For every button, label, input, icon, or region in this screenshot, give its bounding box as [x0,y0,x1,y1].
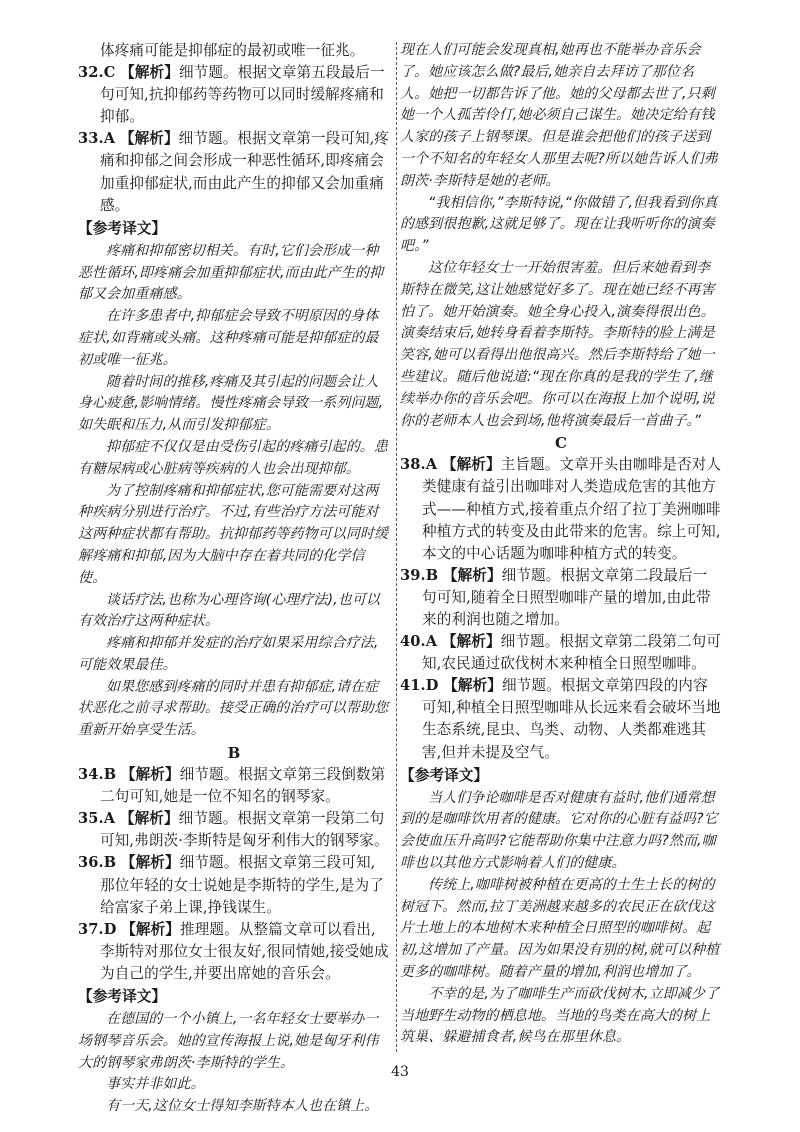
answer-text: 细节题。根据文章第一段第二句可知,弗朗茨·李斯特是匈牙利伟大的钢琴家。 [100,810,389,850]
answer-fragment: 体疼痛可能是抑郁症的最初或唯一征兆。 [100,42,365,59]
translation-paragraph: 如果您感到疼痛的同时并患有抑郁症,请在症状恶化之前寻求帮助。接受正确的治疗可以帮助您重新开始享受生活。 [78,678,389,739]
reference-translation-heading: 【参考译文】 [78,219,167,237]
section-heading-c: C [554,434,568,453]
answer-number: 32.C [78,64,116,82]
analysis-tag: 【解析】 [120,854,180,872]
translation-paragraph: 不幸的是,为了咖啡生产而砍伐树木,立即减少了当地野生动物的栖息地。当地的鸟类在高大的树上筑巢、躲避捕食者,候鸟在那里休息。 [400,985,720,1046]
answer-text: 细节题。根据文章第一段可知,疼痛和抑郁之间会形成一种恶性循环,即疼痛会加重抑郁症状,而由此产生的抑郁又会加重痛感。 [100,130,390,214]
translation-paragraph: 传统上,咖啡树被种植在更高的土生土长的树的树冠下。然而,拉丁美洲越来越多的农民正在砍伐这片土地上的本地树木来种植全日照型的咖啡树。起初,这增加了产量。因为如果没有别的树,就可以种植更多的咖啡树。随着产量的增加,利润也增加了。 [400,876,720,981]
translation-paragraph: “我相信你,”李斯特说,“你做错了,但我看到你真的感到很抱歉,这就足够了。现在让我听听你的演奏吧。” [400,194,718,255]
translation-paragraph: 事实并非如此。 [106,1076,205,1093]
analysis-tag: 【解析】 [441,456,501,474]
answer-35 [78,808,390,852]
column-divider [396,42,397,1052]
reference-translation-heading: 【参考译文】 [78,988,167,1006]
answer-number: 35.A [78,810,116,828]
translation-paragraph: 为了控制疼痛和抑郁症状,您可能需要对这两种疾病分别进行治疗。不过,有些治疗方法可能对这两种症状都有帮助。抗抑郁药等药物可以同时缓解疼痛和抑郁,因为大脑中存在着共同的化学信使。 [78,482,389,586]
answer-text: 细节题。根据文章第二段第二句可知,农民通过砍伐树木来种植全日照型咖啡。 [422,633,722,673]
answer-text: 细节题。根据文章第三段可知,那位年轻的女士说她是李斯特的学生,是为了给富家子弟上课,挣钱谋生。 [100,854,384,916]
translation-paragraph: 谈话疗法,也称为心理咨询(心理疗法),也可以有效治疗这两种症状。 [78,591,381,630]
answer-text: 细节题。根据文章第四段的内容可知,种植全日照型咖啡从长远来看会破坏当地生态系统,昆虫、鸟类、动物、人类都难逃其害,但并未提及空气。 [422,677,721,761]
page-number: 43 [391,1064,409,1080]
analysis-tag: 【解析】 [120,64,179,82]
translation-paragraph: 在德国的一个小镇上,一名年轻女士要举办一场钢琴音乐会。她的宣传海报上说,她是匈牙利伟大的钢琴家弗朗茨·李斯特的学生。 [78,1011,379,1071]
answer-number: 37.D [78,920,117,938]
translation-paragraph: 抑郁症不仅仅是由受伤引起的疼痛引起的。患有糖尿病或心脏病等疾病的人也会出现抑郁。 [78,438,388,477]
translation-paragraph: 这位年轻女士一开始很害羞。但后来她看到李斯特在微笑,这让她感觉好多了。现在她已经不再害怕了。她开始演奏。她全身心投入,演奏得很出色。演奏结束后,她转身看着李斯特。李斯特的脸上满是笑容,她可以看得出他很高兴。然后李斯特给了她一些建议。随后他说道:“现在你真的是我的学生了,继续举办你的音乐会吧。你可以在海报上加个说明,说你的老师本人也会到场,他将演奏最后一首曲子。” [400,259,715,429]
analysis-tag: 【解析】 [441,633,501,651]
translation-paragraph: 现在人们可能会发现真相,她再也不能举办音乐会了。她应该怎么做?最后,她亲自去拜访了那位名人。她把一切都告诉了他。她的父母都去世了,只剩她一个人孤苦伶仃,她必须自己谋生。她决定给有钱人家的孩子上钢琴课。但是谁会把他们的孩子送到一个不知名的年轻女人那里去呢?所以她告诉人们弗朗茨·李斯特是她的老师。 [400,42,718,189]
answer-33 [78,128,390,216]
answer-41 [400,675,722,763]
translation-paragraph: 随着时间的推移,疼痛及其引起的问题会让人身心疲惫,影响情绪。慢性疼痛会导致一系列问题,如失眠和压力,从而引发抑郁症。 [78,373,384,434]
left-column [78,40,390,1118]
answer-number: 39.B [400,566,439,584]
answer-36 [78,852,390,918]
analysis-tag: 【解析】 [119,130,179,148]
answer-38 [400,454,722,564]
answer-34 [78,764,390,808]
answer-text: 主旨题。文章开头由咖啡是否对人类健康有益引出咖啡对人类造成危害的其他方式——种植方式,接着重点介绍了拉丁美洲咖啡种植方式的转变及由此带来的危害。综上可知,本文的中心话题为咖啡种植方式的转变。 [422,456,722,562]
translation-paragraph: 疼痛和抑郁并发症的治疗如果采用综合疗法,可能效果最佳。 [78,635,379,673]
answer-text: 细节题。根据文章第三段倒数第二句可知,她是一位不知名的钢琴家。 [100,766,386,806]
answer-text: 细节题。根据文章第五段最后一句可知,抗抑郁药等药物可以同时缓解疼痛和抑郁。 [100,64,385,126]
answer-number: 33.A [78,130,116,148]
answer-32 [78,62,390,128]
analysis-tag: 【解析】 [120,766,180,784]
analysis-tag: 【解析】 [443,677,502,695]
translation-paragraph: 有一天,这位女士得知李斯特本人也在镇上。 [106,1098,379,1115]
translation-paragraph: 当人们争论咖啡是否对健康有益时,他们通常想到的是咖啡饮用者的健康。它对你的心脏有益吗?它会使血压升高吗?它能帮助你集中注意力吗?然而,咖啡也以其他方式影响着人们的健康。 [400,789,718,872]
analysis-tag: 【解析】 [119,810,179,828]
analysis-tag: 【解析】 [121,920,180,938]
answer-text: 推理题。从整篇文章可以看出,李斯特对那位女士很友好,很同情她,接受她成为自己的学生,并要出席她的音乐会。 [100,920,389,982]
right-column [400,40,722,1049]
section-heading-b: B [227,744,241,763]
answer-number: 41.D [400,677,439,695]
reference-translation-heading: 【参考译文】 [400,766,489,784]
answer-number: 38.A [400,456,438,474]
answer-40 [400,631,722,675]
translation-paragraph: 疼痛和抑郁密切相关。有时,它们会形成一种恶性循环,即疼痛会加重抑郁症状,而由此产生的抑郁又会加重痛感。 [78,242,384,303]
answer-number: 36.B [78,854,117,872]
translation-paragraph: 在许多患者中,抑郁症会导致不明原因的身体症状,如背痛或头痛。这种疼痛可能是抑郁症的最初或唯一征兆。 [78,308,379,368]
answer-number: 34.B [78,766,117,784]
answer-37 [78,919,390,985]
answer-39 [400,565,722,631]
answer-number: 40.A [400,633,438,651]
answer-text: 细节题。根据文章第二段最后一句可知,随着全日照型咖啡产量的增加,由此带来的利润也随之增加。 [422,566,711,628]
analysis-tag: 【解析】 [442,566,502,584]
